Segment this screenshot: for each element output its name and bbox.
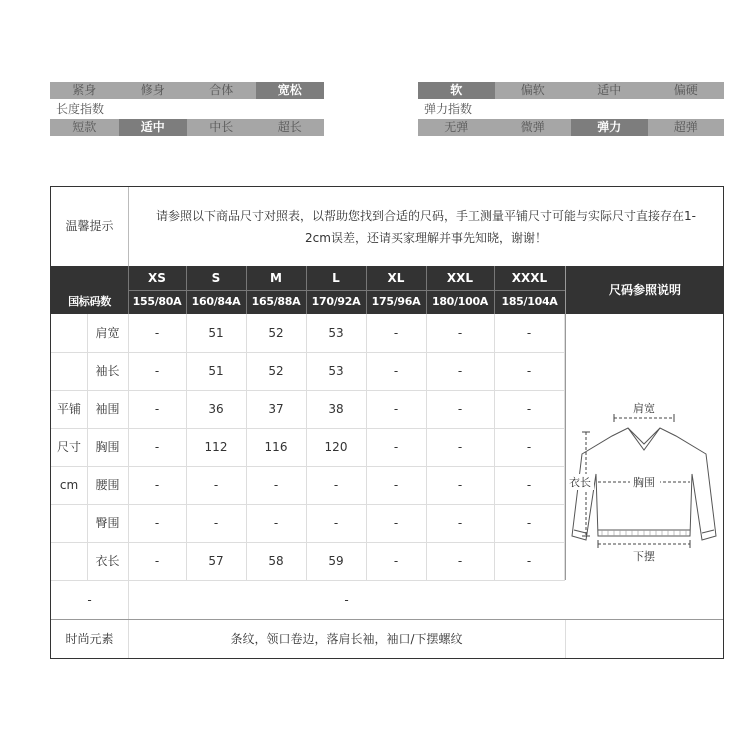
fit-option: 修身 [140,83,165,97]
hem-label: 下摆 [633,550,655,563]
style-elements-label: 时尚元素 [51,620,129,659]
row-label: 袖围 [87,390,129,428]
fit-option: 紧身 [72,83,97,97]
fit-scale-bar [50,82,324,99]
sweater-diagram [566,314,724,580]
elastic-scale-bar [418,119,724,136]
elastic-option: 超弹 [673,120,698,134]
gb-code-cell: 165/88A [251,295,301,308]
gb-code-label: 国标码数 [68,295,111,308]
cell: - [494,390,565,428]
elastic-index-scale [418,82,724,136]
cell: 53 [306,314,367,352]
cell: 58 [246,542,307,580]
cell: 59 [306,542,367,580]
softness-option: 偏硬 [673,83,698,97]
misc-row [51,580,565,620]
cell: 112 [186,428,247,466]
misc-label: - [51,581,129,619]
tip-row [51,187,723,267]
size-header-cell: M [270,271,282,285]
size-guide-title: 尺码参照说明 [608,283,681,297]
length-option: 短款 [72,120,97,134]
size-header-cell: XL [387,271,405,285]
tip-label: 温馨提示 [51,187,129,266]
elastic-index-label: 弹力指数 [424,102,473,116]
gb-code-cell: 160/84A [191,295,241,308]
elastic-option: 无弹 [444,120,469,134]
length-label: 衣长 [569,476,591,489]
cell: 116 [246,428,307,466]
cell: - [128,428,187,466]
fit-option: 合体 [209,83,234,97]
cell: 36 [186,390,247,428]
elastic-option-selected: 弹力 [571,119,648,136]
length-option: 超长 [277,120,302,134]
size-chart-table [50,186,724,659]
elastic-option: 微弹 [520,120,545,134]
cell: - [186,466,247,504]
cell: - [494,542,565,580]
softness-scale-bar [418,82,724,99]
cell: - [128,466,187,504]
row-label: 腰围 [87,466,129,504]
cell: - [494,352,565,390]
shoulder-label: 肩宽 [633,402,655,415]
cell: - [128,542,187,580]
measure-group-text: 平铺 [56,402,81,416]
tip-text [129,205,723,249]
cell: - [306,466,367,504]
row-label: 胸围 [87,428,129,466]
cell: - [366,314,427,352]
cell: - [366,352,427,390]
size-header-cell: L [332,271,340,285]
cell: - [366,390,427,428]
length-index-label: 长度指数 [56,102,105,116]
cell: - [128,504,187,542]
row-label: 肩宽 [87,314,129,352]
cell: - [366,542,427,580]
table-row [51,542,565,581]
fit-option-selected: 宽松 [256,82,325,99]
cell: - [366,428,427,466]
length-option: 中长 [209,120,234,134]
gb-code-cell: 170/92A [311,295,361,308]
cell: - [494,504,565,542]
cell: - [426,390,495,428]
row-label: 衣长 [87,542,129,580]
cell: - [494,428,565,466]
table-row [51,504,565,543]
cell: 53 [306,352,367,390]
cell: - [306,504,367,542]
chest-label: 胸围 [633,476,655,489]
table-row [51,352,565,391]
style-elements-value: 条纹，领口卷边，落肩长袖，袖口/下摆螺纹 [128,620,566,659]
gb-code-cell: 180/100A [431,295,489,308]
cell: - [246,466,307,504]
cell: - [426,314,495,352]
cell: - [494,466,565,504]
softness-option: 偏软 [520,83,545,97]
measure-group-text: 尺寸 [56,440,81,454]
cell: 120 [306,428,367,466]
cell: 52 [246,314,307,352]
cell: 57 [186,542,247,580]
cell: - [128,314,187,352]
cell: 38 [306,390,367,428]
gb-code-cell: 185/104A [501,295,558,308]
length-scale-bar [50,119,324,136]
cell: - [128,352,187,390]
softness-option-selected: 软 [418,82,495,99]
cell: - [494,314,565,352]
cell: - [426,542,495,580]
cell: - [426,504,495,542]
size-header-cell: XXL [446,271,474,285]
cell: 52 [246,352,307,390]
misc-value: - [344,593,349,607]
tip-text-line: 请参照以下商品尺寸对照表，以帮助您找到合适的尺码，手工测量平铺尺寸可能与实际尺寸直接存在1- [156,209,696,223]
size-header-cell: XXXL [511,271,548,285]
size-header-cell: XS [148,271,166,285]
cell: - [426,466,495,504]
length-option-selected: 适中 [119,119,188,136]
cell: - [186,504,247,542]
row-label: 臀围 [87,504,129,542]
cell: 37 [246,390,307,428]
cell: - [426,352,495,390]
size-guide-panel [565,266,724,580]
table-row [51,428,565,467]
cell: - [366,504,427,542]
row-label: 袖长 [87,352,129,390]
table-row [51,314,565,353]
softness-option: 适中 [597,83,622,97]
cell: - [366,466,427,504]
measure-group-text: cm [59,478,79,492]
cell: 51 [186,314,247,352]
gb-code-cell: 155/80A [132,295,182,308]
size-header-cell: S [211,271,221,285]
cell: 51 [186,352,247,390]
table-row [51,466,565,505]
cell: - [246,504,307,542]
tip-text-line: 2cm误差，还请买家理解并事先知晓，谢谢！ [305,231,547,245]
gb-code-cell: 175/96A [371,295,421,308]
cell: - [426,428,495,466]
table-row [51,390,565,429]
cell: - [128,390,187,428]
style-elements-row [51,619,723,659]
length-index-scale [50,82,324,136]
